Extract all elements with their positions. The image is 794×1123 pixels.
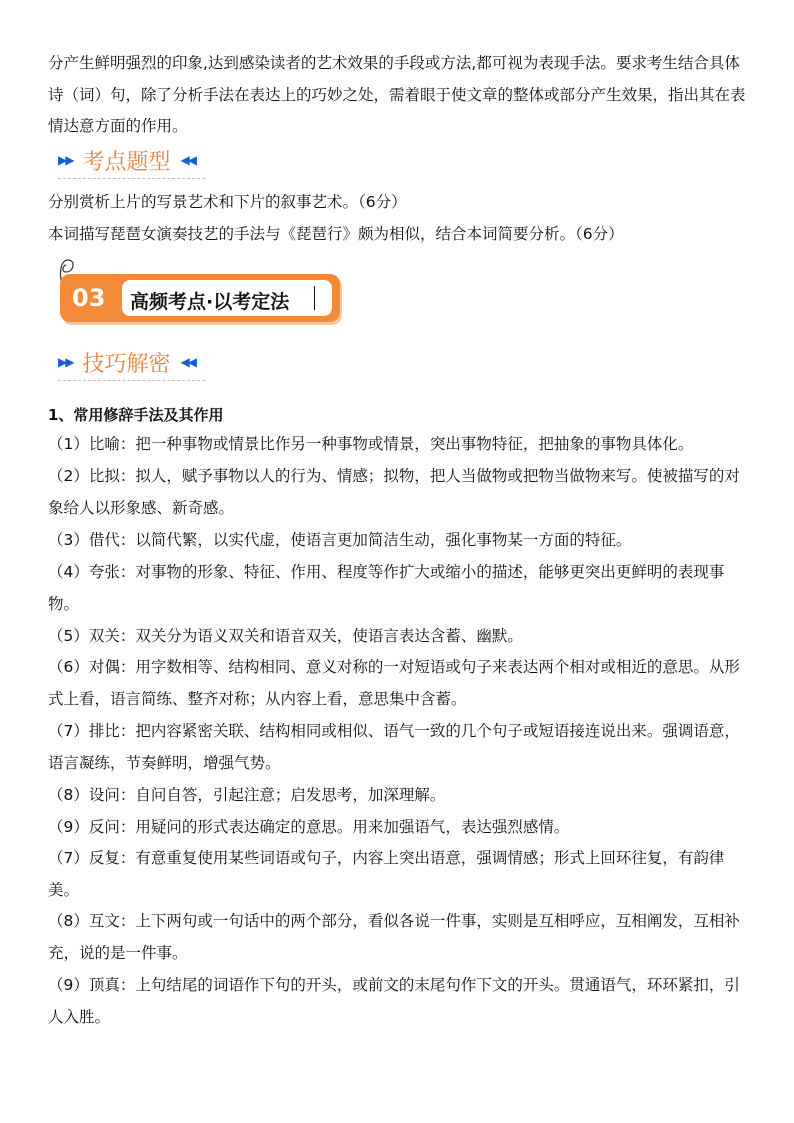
list-item: （7）反复：有意重复使用某些词语或句子，内容上突出语意，强调情感；形式上回环往复，有韵律美。 — [48, 849, 725, 899]
double-arrow-left-icon: ◀◀ — [180, 153, 195, 167]
list-item: （8）互文：上下两句或一句话中的两个部分，看似各说一件事，实则是互相呼应，互相阐发，互相补充，说的是一件事。 — [48, 912, 740, 962]
skill-title: 技巧解密 — [82, 351, 171, 377]
double-arrow-right-icon: ▶▶ — [58, 355, 73, 369]
list-item: （9）顶真：上句结尾的词语作下句的开头，或前文的末尾句作下文的开头。贯通语气，环环紧扣，引人入胜。 — [48, 976, 740, 1026]
exam-question: 本词描写琵琶女演奏技艺的手法与《琵琶行》颇为相似，结合本词简要分析。（6分） — [48, 225, 624, 243]
double-arrow-right-icon: ▶▶ — [58, 153, 73, 167]
exam-type-heading — [58, 142, 205, 179]
banner-title: 高频考点·以考定法 — [130, 291, 290, 313]
list-item: （3）借代：以简代繁，以实代虚，使语言更加简洁生动，强化事物某一方面的特征。 — [48, 531, 632, 549]
list-item: （6）对偶：用字数相等、结构相同、意义对称的一对短语或句子来表达两个相对或相近的意思。从形式上看，语言简练、整齐对称；从内容上看，意思集中含蓄。 — [48, 658, 740, 708]
banner-number: 03 — [72, 284, 106, 312]
exam-type-title: 考点题型 — [82, 149, 171, 175]
list-item: （1）比喻：把一种事物或情景比作另一种事物或情景，突出事物特征，把抽象的事物具体化。 — [48, 435, 694, 453]
list-item: （4）夸张：对事物的形象、特征、作用、程度等作扩大或缩小的描述，能够更突出更鲜明的表现事物。 — [48, 563, 725, 613]
list-item: （8）设问：自问自答，引起注意；启发思考，加深理解。 — [48, 786, 446, 804]
section-banner — [60, 274, 342, 324]
skill-heading — [58, 344, 205, 381]
intro-paragraph: 分产生鲜明强烈的印象,达到感染读者的艺术效果的手段或方法,都可视为表现手法。要求考生结合具体诗（词）句，除了分析手法在表达上的巧妙之处，需着眼于使文章的整体或部分产生效果，指出其在表情达意方面的作用。 — [48, 54, 746, 135]
list-item: （7）排比：把内容紧密关联、结构相同或相似、语气一致的几个句子或短语接连说出来。强调语意，语言凝练，节奏鲜明，增强气势。 — [48, 722, 740, 772]
list-item: （5）双关：双关分为语义双关和语音双关，使语言表达含蓄、幽默。 — [48, 627, 523, 645]
list-title: 1、常用修辞手法及其作用 — [48, 406, 224, 424]
list-item: （2）比拟：拟人，赋予事物以人的行为、情感；拟物，把人当做物或把物当做物来写。使被描写的对象给人以形象感、新奇感。 — [48, 467, 740, 517]
exam-question: 分别赏析上片的写景艺术和下片的叙事艺术。（6分） — [48, 193, 407, 211]
double-arrow-left-icon: ◀◀ — [180, 355, 195, 369]
text-cursor — [314, 286, 315, 310]
list-item: （9）反问：用疑问的形式表达确定的意思。用来加强语气，表达强烈感情。 — [48, 818, 570, 836]
